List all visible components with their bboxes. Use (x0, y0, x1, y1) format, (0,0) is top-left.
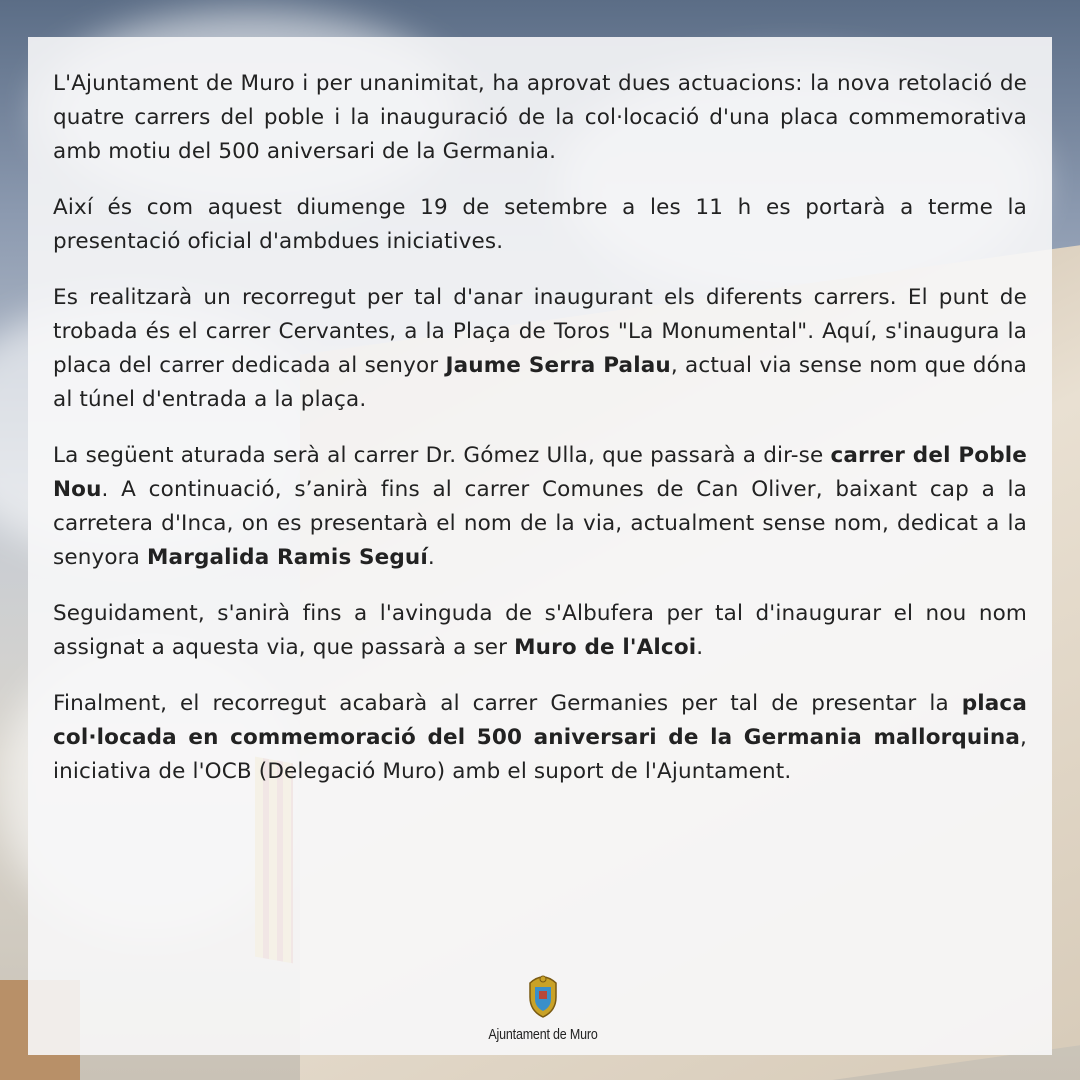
paragraph-first-stop: Es realitzarà un recorregut per tal d'anar inaugurant els diferents carrers. El punt de trobada és el carrer Cervantes, a la Plaça de Toros "La Monumental". Aquí, s'inaugura la placa del carrer dedicada al senyor Jaume Serra Palau, actual via sense nom que dóna al túnel d'entrada a la plaça. (53, 285, 1027, 412)
paragraph-final-stop: Finalment, el recorregut acabarà al carrer Germanies per tal de presentar la placa col·locada en commemoració del 500 aniversari de la Germania mallorquina, iniciativa de l'OCB (Delegació Muro) amb el suport de l'Ajuntament. (53, 691, 1027, 784)
coat-of-arms-icon (526, 973, 560, 1019)
logo-label: Ajuntament de Muro (488, 1027, 598, 1043)
highlight-name: Margalida Ramis Seguí (146, 545, 428, 570)
paragraph-second-stop: La següent aturada serà al carrer Dr. Gómez Ulla, que passarà a dir-se carrer del Poble Nou. A continuació, s’anirà fins al carrer Comunes de Can Oliver, baixant cap a la carretera d'Inca, on es presentarà el nom de la via, actualment sense nom, dedicat a la senyora Margalida Ramis Seguí. (53, 443, 1027, 570)
text-panel (28, 37, 1052, 1055)
announcement-body (53, 67, 1027, 811)
highlight-plaque: placa col·locada en commemoració del 500 aniversari de la Germania mallorquina (53, 691, 1027, 750)
paragraph-date: Així és com aquest diumenge 19 de setembre a les 11 h es portarà a terme la presentació oficial d'ambdues iniciatives. (53, 195, 1027, 254)
highlight-street: Muro de l'Alcoi (514, 635, 697, 660)
paragraph-intro: L'Ajuntament de Muro i per unanimitat, ha aprovat dues actuacions: la nova retolació de quatre carrers del poble i la inauguració de la col·locació d'una placa commemorativa amb motiu del 500 aniversari de la Germania. (53, 71, 1027, 164)
highlight-name: Jaume Serra Palau (445, 353, 671, 378)
highlight-street: carrer del Poble Nou (53, 443, 1027, 502)
municipality-logo (468, 973, 618, 1043)
paragraph-third-stop: Seguidament, s'anirà fins a l'avinguda de s'Albufera per tal d'inaugurar el nou nom assignat a aquesta via, que passarà a ser Muro de l'Alcoi. (53, 601, 1027, 660)
